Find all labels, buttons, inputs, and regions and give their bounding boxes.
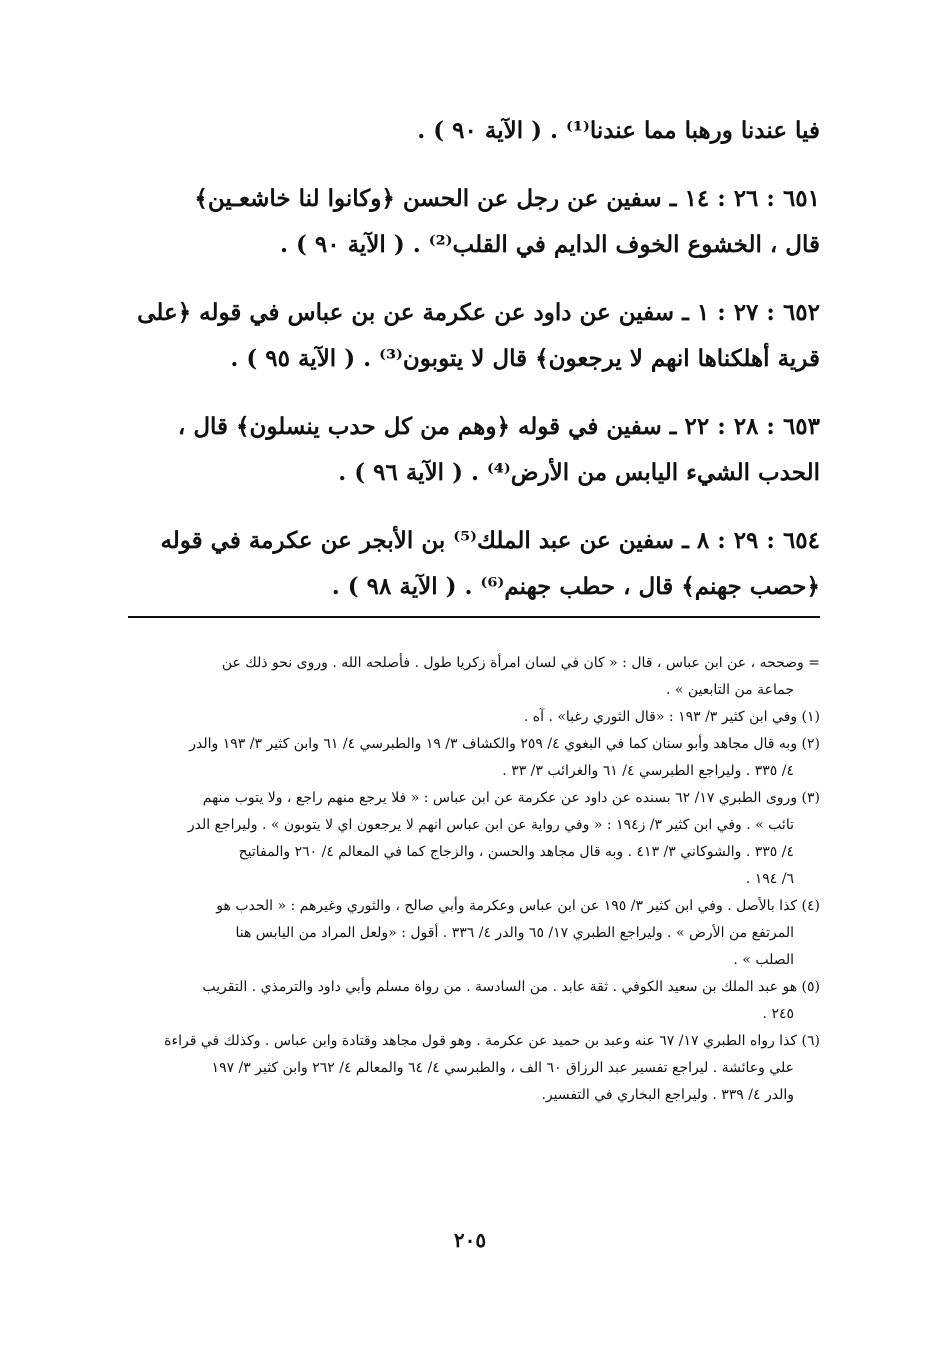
paragraph-gap [128,268,820,290]
footnote-line: ٢٤٥ . [762,1006,794,1022]
footnote-line: علي وعائشة . ليراجع تفسير عبد الرزاق ٦٠ الف ، والطبرسي ٤/ ٦٤ والمعالم ٤/ ٢٦٢ وابن كثير ٣/ ١٩٧ [211,1060,794,1076]
paragraph-gap [128,496,820,518]
footnote-line: (٤) كذا بالأصل . وفي ابن كثير ٣/ ١٩٥ عن ابن عباس وعكرمة وأبي صالح ، والثوري وغيرهم : « الحدب هو [216,898,820,914]
footnote-separator [128,616,820,618]
footnote-line: المرتفع من الأرض » . وليراجع الطبري ١٧/ ٦٥ والدر ٤/ ٣٣٦ . أقول : «ولعل المراد من اليابس هنا [235,925,794,941]
text-line: ٦٥١ : ٢٦ : ١٤ ـ سفين عن رجل عن الحسن ﴿وكانوا لنا خاشعـين﴾ [194,185,820,212]
footnote-line: ٦/ ١٩٤ . [745,871,794,887]
footnote-line: ٤/ ٣٣٥ . والشوكاني ٣/ ٤١٣ . وبه قال مجاهد والحسن ، والزجاج كما في المعالم ٤/ ٢٦٠ والمفاتيح [238,844,794,860]
footnotes [128,650,820,1109]
paragraph-gap [128,382,820,404]
paragraph-gap [128,154,820,176]
footnote-line: والدر ٤/ ٣٣٩ . وليراجع البخاري في التفسير. [541,1087,794,1103]
footnote-line: تائب » . وفي ابن كثير ٣/ ز١٩٤ : « وفي رواية عن ابن عباس انهم لا يرجعون اي لا يتوبون » . وليراجع الدر [187,817,794,833]
text-line: ﴿حصب جهنم﴾ قال ، حطب جهنم⁽⁶⁾ . ( الآية ٩٨ ) . [331,573,820,600]
footnote-line: جماعة من التابعين » . [665,682,794,698]
text-line: قال ، الخشوع الخوف الدايم في القلب⁽²⁾ . ( الآية ٩٠ ) . [279,231,820,258]
text-line: قرية أهلكناها انهم لا يرجعون﴾ قال لا يتوبون⁽³⁾ . ( الآية ٩٥ ) . [230,345,820,372]
text-line: ٦٥٢ : ٢٧ : ١ ـ سفين عن داود عن عكرمة عن بن عباس في قوله ﴿على [137,299,820,326]
text-line: الحدب الشيء اليابس من الأرض⁽⁴⁾ . ( الآية ٩٦ ) . [338,459,820,486]
footnote-line: ٤/ ٣٣٥ . وليراجع الطبرسي ٤/ ٦١ والغرائب ٣/ ٣٣ . [502,763,794,779]
footnote-line: (٢) وبه قال مجاهد وأبو سنان كما في البغوي ٤/ ٢٥٩ والكشاف ٣/ ١٩ والطبرسي ٤/ ٦١ وابن كثير ٣/ ١٩٣ والدر [189,736,820,752]
footnote-line: (٥) هو عبد الملك بن سعيد الكوفي . ثقة عابد . من السادسة . من رواة مسلم وأبي داود والترمذي . التقريب [202,979,820,995]
footnote-line: = وصححه ، عن ابن عباس ، قال : « كان في لسان امرأة زكريا طول . فأصلحه الله . وروى نحو ذلك عن [221,655,820,671]
main-text [128,108,820,610]
text-line: ٦٥٤ : ٢٩ : ٨ ـ سفين عن عبد الملك⁽⁵⁾ بن الأبجر عن عكرمة في قوله [160,527,820,554]
footnote-line: (١) وفي ابن كثير ٣/ ١٩٣ : «قال الثوري رغبا» . آه . [523,709,820,725]
footnote-line: (٦) كذا رواه الطبري ١٧/ ٦٧ عنه وعبد بن حميد عن عكرمة . وهو قول مجاهد وقتادة وابن عباس . وكذلك في قراءة [164,1033,820,1049]
text-line: فيا عندنا ورهبا مما عندنا⁽¹⁾ . ( الآية ٩٠ ) . [417,117,820,144]
footnote-line: (٣) وروى الطبري ١٧/ ٦٢ بسنده عن داود عن عكرمة عن ابن عباس : « فلا يرجع منهم راجع ، ولا يتوب منهم [202,790,820,806]
footnote-line: الصلب » . [733,952,794,968]
page-number: ٢٠٥ [453,1228,487,1252]
text-line: ٦٥٣ : ٢٨ : ٢٢ ـ سفين في قوله ﴿وهم من كل حدب ينسلون﴾ قال ، [177,413,820,440]
